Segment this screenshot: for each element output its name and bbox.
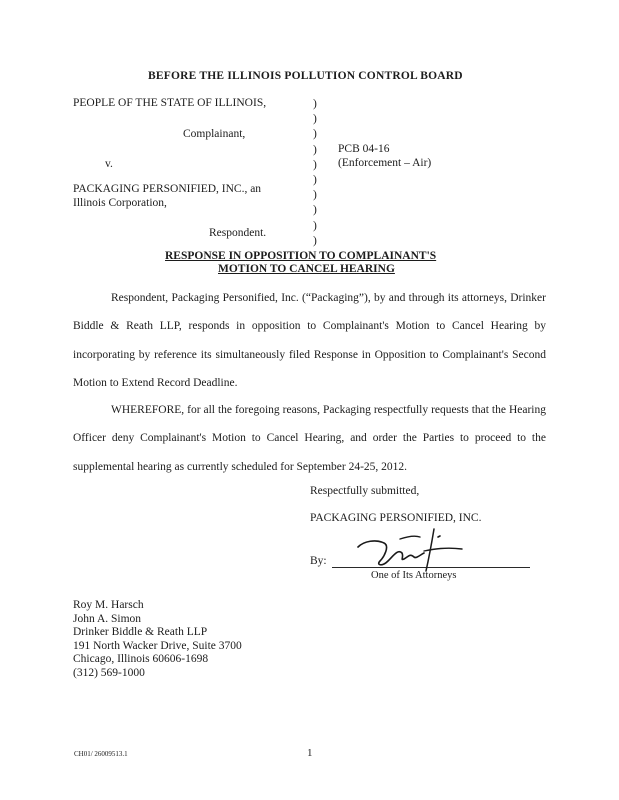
- paren: ): [313, 189, 317, 202]
- paren: ): [313, 173, 317, 186]
- caption-plaintiff-role: Complainant,: [183, 128, 246, 140]
- paren: ): [313, 234, 317, 247]
- counsel-line: Chicago, Illinois 60606-1698: [73, 653, 209, 666]
- caption-parentheses: [313, 97, 317, 249]
- caption-defendant-line1: PACKAGING PERSONIFIED, INC., an: [73, 183, 262, 195]
- paren: ): [313, 158, 317, 171]
- signature-closing: Respectfully submitted,: [310, 485, 420, 497]
- document-title-line2: MOTION TO CANCEL HEARING: [218, 263, 395, 275]
- signature-role: One of Its Attorneys: [371, 570, 457, 581]
- caption-defendant-role: Respondent.: [209, 227, 267, 239]
- paren: ): [313, 219, 317, 232]
- counsel-line: (312) 569-1000: [73, 666, 145, 679]
- paren: ): [313, 113, 317, 126]
- page-number: 1: [307, 747, 313, 759]
- case-number: PCB 04-16: [338, 143, 390, 155]
- paren: ): [313, 143, 317, 156]
- document-title-line1: RESPONSE IN OPPOSITION TO COMPLAINANT'S: [165, 250, 437, 262]
- counsel-line: Drinker Biddle & Reath LLP: [73, 626, 208, 639]
- paren: ): [313, 204, 317, 217]
- signature-by-label: By:: [310, 555, 327, 567]
- counsel-block: [73, 599, 242, 681]
- case-type: (Enforcement – Air): [338, 157, 432, 169]
- caption-plaintiff: PEOPLE OF THE STATE OF ILLINOIS,: [73, 97, 267, 109]
- court-heading: BEFORE THE ILLINOIS POLLUTION CONTROL BOARD: [148, 70, 463, 82]
- paren: ): [313, 128, 317, 141]
- counsel-line: 191 North Wacker Drive, Suite 3700: [73, 639, 242, 652]
- counsel-line: John A. Simon: [73, 612, 142, 625]
- body-paragraph-2: WHEREFORE, for all the foregoing reasons, Packaging respectfully requests that the Hearing Officer deny Complainant's Motion to Cancel Hearing, and order the Parties to proceed to the supplemental hearing as currently scheduled for September 24-25, 2012.: [73, 404, 546, 473]
- signature-party: PACKAGING PERSONIFIED, INC.: [310, 512, 482, 524]
- caption-versus: v.: [105, 158, 113, 170]
- paren: ): [313, 98, 317, 110]
- body-paragraph-1: Respondent, Packaging Personified, Inc. (“Packaging”), by and through its attorneys, Drinker Biddle & Reath LLP, responds in opposition to Complainant's Motion to Cancel Hearing by incorporating by reference its simultaneously filed Response in Opposition to Complainant's Second Motion to Extend Record Deadline.: [73, 292, 546, 390]
- footer-doc-id: CH01/ 26009513.1: [74, 750, 128, 758]
- handwritten-signature: [354, 527, 474, 575]
- caption-defendant-line2: Illinois Corporation,: [73, 197, 167, 209]
- counsel-line: Roy M. Harsch: [73, 599, 144, 611]
